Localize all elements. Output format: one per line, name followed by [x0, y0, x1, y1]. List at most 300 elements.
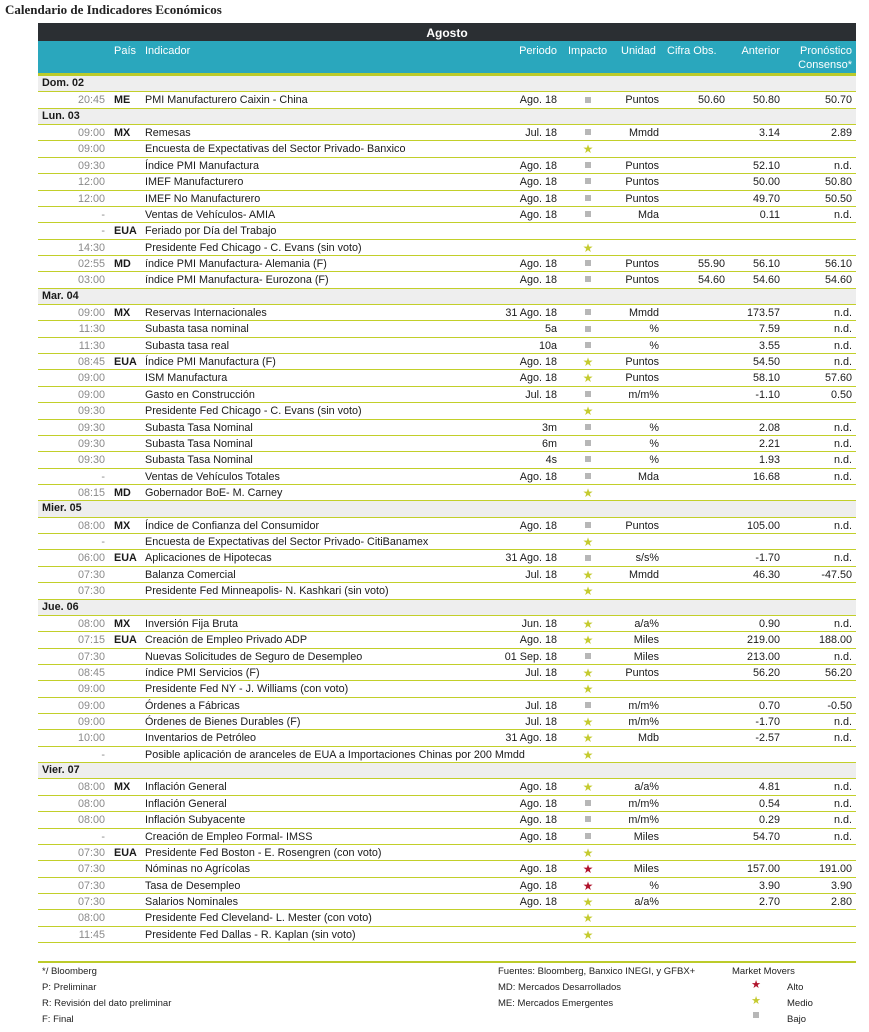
impact-low-square-icon — [578, 650, 598, 664]
unit-cell: % — [649, 454, 659, 467]
consensus-cell: 2.89 — [830, 127, 852, 140]
table-row — [38, 272, 856, 288]
country-cell: EUA — [114, 356, 137, 369]
consensus-cell: n.d. — [833, 781, 852, 794]
time-cell: 08:45 — [77, 356, 105, 369]
table-row — [38, 518, 856, 534]
time-cell: 09:00 — [77, 307, 105, 320]
consensus-cell: 56.20 — [824, 666, 852, 679]
previous-cell: 50.00 — [752, 176, 780, 189]
impact-low-square-icon — [578, 257, 598, 271]
table-row — [38, 747, 856, 763]
unit-cell: Miles — [633, 634, 659, 647]
header-period: Periodo — [519, 45, 557, 57]
impact-medium-star-icon: ★ — [582, 633, 594, 648]
day-header-row — [38, 109, 856, 125]
previous-cell: 54.70 — [752, 830, 780, 843]
time-cell: 08:00 — [77, 814, 105, 827]
unit-cell: m/m% — [628, 699, 659, 712]
legend-low-label: Bajo — [787, 1014, 807, 1025]
period-cell: Ago. 18 — [519, 176, 557, 189]
period-cell: Ago. 18 — [519, 781, 557, 794]
unit-cell: Puntos — [625, 159, 659, 172]
consensus-cell: 3.90 — [830, 879, 852, 892]
consensus-cell: 50.80 — [824, 176, 852, 189]
unit-cell: Puntos — [625, 519, 659, 532]
indicator-cell: ISM Manufactura — [145, 372, 228, 385]
indicator-cell: Ventas de Vehículos- AMIA — [145, 208, 276, 221]
time-cell: 09:00 — [77, 143, 105, 156]
unit-cell: Miles — [633, 650, 659, 663]
period-cell: Jul. 18 — [525, 699, 557, 712]
indicator-cell: IMEF Manufacturero — [145, 176, 244, 189]
impact-high-star-icon: ★ — [582, 878, 594, 893]
previous-cell: 50.80 — [752, 94, 780, 107]
indicator-cell: Subasta Tasa Nominal — [145, 421, 253, 434]
note-revision: R: Revisión del dato preliminar — [42, 998, 172, 1009]
consensus-cell: n.d. — [833, 797, 852, 810]
table-row — [38, 910, 856, 926]
impact-medium-star-icon: ★ — [582, 894, 594, 909]
legend-title: Market Movers — [732, 966, 795, 977]
period-cell: Jul. 18 — [525, 666, 557, 679]
indicator-cell: Subasta tasa nominal — [145, 323, 249, 336]
table-row — [38, 698, 856, 714]
table-row — [38, 420, 856, 436]
note-bloomberg: */ Bloomberg — [42, 966, 97, 977]
indicator-cell: Inflación General — [145, 797, 227, 810]
unit-cell: m/m% — [628, 797, 659, 810]
table-row — [38, 338, 856, 354]
consensus-cell: n.d. — [833, 716, 852, 729]
impact-low-square-icon — [578, 339, 598, 353]
impact-medium-star-icon: ★ — [582, 584, 594, 599]
table-row — [38, 92, 856, 108]
time-cell: 07:30 — [77, 895, 105, 908]
period-cell: Ago. 18 — [519, 797, 557, 810]
header-forecast — [798, 44, 852, 72]
country-cell: MD — [114, 257, 131, 270]
unit-cell: s/s% — [635, 552, 659, 565]
time-cell: 09:30 — [77, 421, 105, 434]
indicator-cell: PMI Manufacturero Caixin - China — [145, 94, 308, 107]
indicator-cell: Presidente Fed NY - J. Williams (con voto) — [145, 683, 349, 696]
impact-low-square-icon — [578, 813, 598, 827]
observed-cell: 54.60 — [697, 274, 725, 287]
time-cell: 07:15 — [77, 634, 105, 647]
period-cell: Ago. 18 — [519, 470, 557, 483]
previous-cell: 1.93 — [758, 454, 780, 467]
indicator-cell: Gobernador BoE- M. Carney — [145, 486, 283, 499]
consensus-cell: 188.00 — [818, 634, 852, 647]
table-row — [38, 191, 856, 207]
time-cell: 11:45 — [78, 928, 105, 941]
indicator-cell: Gasto en Construcción — [145, 388, 255, 401]
unit-cell: Puntos — [625, 176, 659, 189]
time-cell: - — [101, 225, 105, 238]
country-cell: MX — [114, 617, 131, 630]
previous-cell: 56.20 — [752, 666, 780, 679]
consensus-cell: n.d. — [833, 208, 852, 221]
impact-high-star-icon: ★ — [582, 862, 594, 877]
period-cell: 10a — [538, 339, 557, 352]
table-row — [38, 174, 856, 190]
previous-cell: -1.10 — [755, 388, 780, 401]
country-cell: EUA — [114, 846, 137, 859]
consensus-cell: n.d. — [833, 814, 852, 827]
impact-low-square-icon — [578, 388, 598, 402]
table-row — [38, 567, 856, 583]
impact-medium-star-icon: ★ — [582, 780, 594, 795]
indicator-cell: Presidente Fed Chicago - C. Evans (sin voto) — [145, 405, 362, 418]
previous-cell: 54.50 — [752, 356, 780, 369]
indicator-cell: Inflación General — [145, 781, 227, 794]
consensus-cell: n.d. — [833, 552, 852, 565]
previous-cell: 0.70 — [758, 699, 780, 712]
previous-cell: 219.00 — [746, 634, 780, 647]
table-row — [38, 796, 856, 812]
legend-high-label: Alto — [787, 982, 804, 993]
table-row — [38, 779, 856, 795]
header-forecast-line2: Consenso* — [798, 59, 852, 71]
month-header: Agosto — [38, 23, 856, 41]
time-cell: 08:00 — [77, 617, 105, 630]
previous-cell: -1.70 — [755, 716, 780, 729]
unit-cell: Puntos — [625, 94, 659, 107]
consensus-cell: n.d. — [833, 470, 852, 483]
unit-cell: m/m% — [628, 716, 659, 729]
time-cell: 07:30 — [77, 568, 105, 581]
consensus-cell: n.d. — [833, 454, 852, 467]
time-cell: 03:00 — [77, 274, 105, 287]
impact-low-square-icon — [578, 519, 598, 533]
time-cell: 08:00 — [77, 797, 105, 810]
previous-cell: 46.30 — [752, 568, 780, 581]
time-cell: 10:00 — [77, 732, 105, 745]
unit-cell: Mdb — [637, 732, 659, 745]
header-unit: Unidad — [621, 45, 656, 57]
previous-cell: 52.10 — [752, 159, 780, 172]
impact-medium-star-icon: ★ — [582, 371, 594, 386]
table-row — [38, 207, 856, 223]
time-cell: 14:30 — [77, 241, 105, 254]
day-header-row — [38, 501, 856, 517]
period-cell: Ago. 18 — [519, 634, 557, 647]
impact-medium-star-icon: ★ — [582, 845, 594, 860]
header-observed: Cifra Obs. — [667, 45, 717, 57]
unit-cell: m/m% — [628, 814, 659, 827]
unit-cell: Miles — [633, 863, 659, 876]
consensus-cell: 50.70 — [824, 94, 852, 107]
previous-cell: 16.68 — [752, 470, 780, 483]
period-cell: Ago. 18 — [519, 814, 557, 827]
indicator-cell: Aplicaciones de Hipotecas — [145, 552, 272, 565]
previous-cell: 0.11 — [759, 208, 780, 221]
header-previous: Anterior — [741, 45, 780, 57]
country-cell: EUA — [114, 225, 137, 238]
previous-cell: 54.60 — [752, 274, 780, 287]
country-cell: MD — [114, 486, 131, 499]
period-cell: Ago. 18 — [519, 274, 557, 287]
impact-low-square-icon — [578, 306, 598, 320]
table-row — [38, 861, 856, 877]
period-cell: Ago. 18 — [519, 356, 557, 369]
observed-cell: 50.60 — [697, 94, 725, 107]
time-cell: 12:00 — [77, 176, 105, 189]
table-row — [38, 878, 856, 894]
unit-cell: Mmdd — [629, 307, 659, 320]
consensus-cell: -0.50 — [827, 699, 852, 712]
period-cell: Ago. 18 — [519, 863, 557, 876]
impact-medium-star-icon: ★ — [582, 404, 594, 419]
previous-cell: 2.21 — [758, 437, 780, 450]
time-cell: 09:00 — [77, 699, 105, 712]
table-row — [38, 452, 856, 468]
impact-low-square-icon — [578, 421, 598, 435]
previous-cell: 0.29 — [758, 814, 780, 827]
day-label: Mier. 05 — [42, 502, 82, 515]
previous-cell: 58.10 — [752, 372, 780, 385]
table-row — [38, 894, 856, 910]
page-title: Calendario de Indicadores Económicos — [5, 2, 222, 17]
table-row — [38, 550, 856, 566]
period-cell: 6m — [542, 437, 557, 450]
impact-low-square-icon — [578, 551, 598, 565]
time-cell: 20:45 — [77, 94, 105, 107]
period-cell: Ago. 18 — [519, 519, 557, 532]
country-cell: MX — [114, 307, 131, 320]
impact-low-square-icon — [578, 470, 598, 484]
indicator-cell: Subasta Tasa Nominal — [145, 454, 253, 467]
time-cell: 09:00 — [77, 372, 105, 385]
day-label: Jue. 06 — [42, 600, 79, 613]
period-cell: Ago. 18 — [519, 879, 557, 892]
table-row — [38, 436, 856, 452]
indicator-cell: Inflación Subyacente — [145, 814, 246, 827]
legend-high-icon: ★ — [751, 979, 761, 991]
legend-medium-icon: ★ — [751, 995, 761, 1007]
time-cell: 02:55 — [77, 257, 105, 270]
period-cell: Jul. 18 — [525, 127, 557, 140]
time-cell: - — [101, 470, 105, 483]
period-cell: Ago. 18 — [519, 192, 557, 205]
indicator-cell: Índice PMI Manufactura — [145, 159, 260, 172]
time-cell: 07:30 — [77, 863, 105, 876]
indicator-cell: Encuesta de Expectativas del Sector Privado- Banxico — [145, 143, 406, 156]
period-cell: 3m — [542, 421, 557, 434]
indicator-cell: Inventarios de Petróleo — [145, 732, 257, 745]
indicator-cell: Presidente Fed Minneapolis- N. Kashkari (sin voto) — [145, 585, 389, 598]
consensus-cell: 2.80 — [830, 895, 852, 908]
impact-low-square-icon — [578, 175, 598, 189]
impact-low-square-icon — [578, 126, 598, 140]
impact-medium-star-icon: ★ — [582, 747, 594, 762]
table-row — [38, 485, 856, 501]
consensus-cell: 50.50 — [824, 192, 852, 205]
indicator-cell: índice PMI Manufactura- Eurozona (F) — [145, 274, 329, 287]
note-preliminar: P: Preliminar — [42, 982, 97, 993]
impact-low-square-icon — [578, 830, 598, 844]
day-label: Dom. 02 — [42, 77, 85, 89]
period-cell: 31 Ago. 18 — [505, 552, 557, 565]
indicator-cell: índice PMI Manufactura- Alemania (F) — [145, 257, 327, 270]
table-row — [38, 812, 856, 828]
impact-medium-star-icon: ★ — [582, 616, 594, 631]
consensus-cell: n.d. — [833, 732, 852, 745]
unit-cell: % — [649, 437, 659, 450]
unit-cell: Mda — [637, 470, 659, 483]
unit-cell: % — [649, 421, 659, 434]
time-cell: 09:30 — [77, 159, 105, 172]
period-cell: Jul. 18 — [525, 716, 557, 729]
unit-cell: % — [649, 339, 659, 352]
table-row — [38, 469, 856, 485]
previous-cell: 49.70 — [752, 192, 780, 205]
indicator-cell: Subasta tasa real — [145, 339, 230, 352]
indicator-cell: Posible aplicación de aranceles de EUA a Importaciones Chinas por 200 Mmdd — [145, 748, 525, 761]
time-cell: 09:00 — [77, 127, 105, 140]
table-row — [38, 714, 856, 730]
time-cell: 07:30 — [77, 650, 105, 663]
previous-cell: 2.70 — [758, 895, 780, 908]
legend-medium-label: Medio — [787, 998, 813, 1009]
footer-rule — [38, 961, 856, 963]
impact-medium-star-icon: ★ — [582, 240, 594, 255]
table-row — [38, 256, 856, 272]
impact-low-square-icon — [578, 797, 598, 811]
table-row — [38, 829, 856, 845]
indicator-cell: Nóminas no Agrícolas — [145, 863, 251, 876]
table-row — [38, 632, 856, 648]
time-cell: 06:00 — [77, 552, 105, 565]
previous-cell: 3.55 — [758, 339, 780, 352]
indicator-cell: Presidente Fed Boston - E. Rosengren (con voto) — [145, 846, 382, 859]
period-cell: Ago. 18 — [519, 372, 557, 385]
country-cell: MX — [114, 127, 131, 140]
header-impact: Impacto — [568, 45, 608, 57]
table-row — [38, 649, 856, 665]
legend-low-icon — [750, 1010, 762, 1022]
table-row — [38, 387, 856, 403]
day-label: Vier. 07 — [42, 764, 80, 777]
previous-cell: 56.10 — [752, 257, 780, 270]
country-cell: ME — [114, 94, 131, 107]
previous-cell: -2.57 — [755, 732, 780, 745]
time-cell: 11:30 — [78, 323, 105, 336]
time-cell: 09:30 — [77, 454, 105, 467]
period-cell: Ago. 18 — [519, 830, 557, 843]
impact-low-square-icon — [578, 93, 598, 107]
time-cell: 09:30 — [77, 437, 105, 450]
time-cell: 08:00 — [77, 781, 105, 794]
impact-low-square-icon — [578, 208, 598, 222]
sources-text: Fuentes: Bloomberg, Banxico INEGI, y GFBX+ — [498, 966, 696, 977]
consensus-cell: 54.60 — [824, 274, 852, 287]
time-cell: 08:00 — [77, 912, 105, 925]
impact-low-square-icon — [578, 322, 598, 336]
previous-cell: 2.08 — [758, 421, 780, 434]
consensus-cell: n.d. — [833, 421, 852, 434]
previous-cell: 0.54 — [758, 797, 780, 810]
consensus-cell: n.d. — [833, 650, 852, 663]
note-final: F: Final — [42, 1014, 74, 1025]
table-row — [38, 305, 856, 321]
table-row — [38, 354, 856, 370]
unit-cell: Puntos — [625, 257, 659, 270]
table-row — [38, 223, 856, 239]
header-country: País — [114, 45, 137, 57]
indicator-cell: Creación de Empleo Privado ADP — [145, 634, 308, 647]
impact-medium-star-icon: ★ — [582, 665, 594, 680]
period-cell: Jun. 18 — [521, 617, 557, 630]
period-cell: Ago. 18 — [519, 257, 557, 270]
period-cell: Ago. 18 — [519, 895, 557, 908]
table-row — [38, 681, 856, 697]
table-row — [38, 730, 856, 746]
indicator-cell: Inversión Fija Bruta — [145, 617, 239, 630]
previous-cell: 3.14 — [758, 127, 780, 140]
impact-medium-star-icon: ★ — [582, 485, 594, 500]
impact-medium-star-icon: ★ — [582, 682, 594, 697]
unit-cell: % — [649, 323, 659, 336]
indicator-cell: Feriado por Día del Trabajo — [145, 225, 277, 238]
unit-cell: a/a% — [634, 617, 659, 630]
unit-cell: Mda — [637, 208, 659, 221]
indicator-cell: Subasta Tasa Nominal — [145, 437, 253, 450]
consensus-cell: n.d. — [833, 307, 852, 320]
time-cell: 07:30 — [77, 585, 105, 598]
indicator-cell: Órdenes de Bienes Durables (F) — [145, 716, 301, 729]
time-cell: 09:00 — [77, 683, 105, 696]
previous-cell: 105.00 — [746, 519, 780, 532]
time-cell: 09:30 — [77, 405, 105, 418]
period-cell: 31 Ago. 18 — [505, 732, 557, 745]
indicator-cell: Presidente Fed Chicago - C. Evans (sin voto) — [145, 241, 362, 254]
unit-cell: Puntos — [625, 192, 659, 205]
unit-cell: % — [649, 879, 659, 892]
impact-low-square-icon — [578, 437, 598, 451]
time-cell: - — [101, 830, 105, 843]
impact-medium-star-icon: ★ — [582, 731, 594, 746]
indicator-cell: índice PMI Servicios (F) — [145, 666, 260, 679]
previous-cell: 7.59 — [758, 323, 780, 336]
time-cell: 12:00 — [77, 192, 105, 205]
consensus-cell: n.d. — [833, 323, 852, 336]
indicator-cell: Órdenes a Fábricas — [145, 699, 240, 712]
previous-cell: 4.81 — [758, 781, 780, 794]
indicator-cell: Balanza Comercial — [145, 568, 236, 581]
period-cell: 5a — [544, 323, 557, 336]
table-row — [38, 927, 856, 943]
impact-medium-star-icon: ★ — [582, 142, 594, 157]
indicator-cell: Reservas Internacionales — [145, 307, 267, 320]
unit-cell: Puntos — [625, 356, 659, 369]
unit-cell: Puntos — [625, 372, 659, 385]
time-cell: - — [101, 208, 105, 221]
md-definition: MD: Mercados Desarrollados — [498, 982, 622, 993]
period-cell: 31 Ago. 18 — [505, 307, 557, 320]
impact-low-square-icon — [578, 699, 598, 713]
header-indicator: Indicador — [145, 45, 191, 57]
consensus-cell: -47.50 — [821, 568, 852, 581]
indicator-cell: Presidente Fed Dallas - R. Kaplan (sin voto) — [145, 928, 356, 941]
table-row — [38, 616, 856, 632]
previous-cell: 0.90 — [758, 617, 780, 630]
time-cell: - — [101, 536, 105, 549]
table-row — [38, 534, 856, 550]
consensus-cell: 56.10 — [824, 257, 852, 270]
observed-cell: 55.90 — [697, 257, 725, 270]
